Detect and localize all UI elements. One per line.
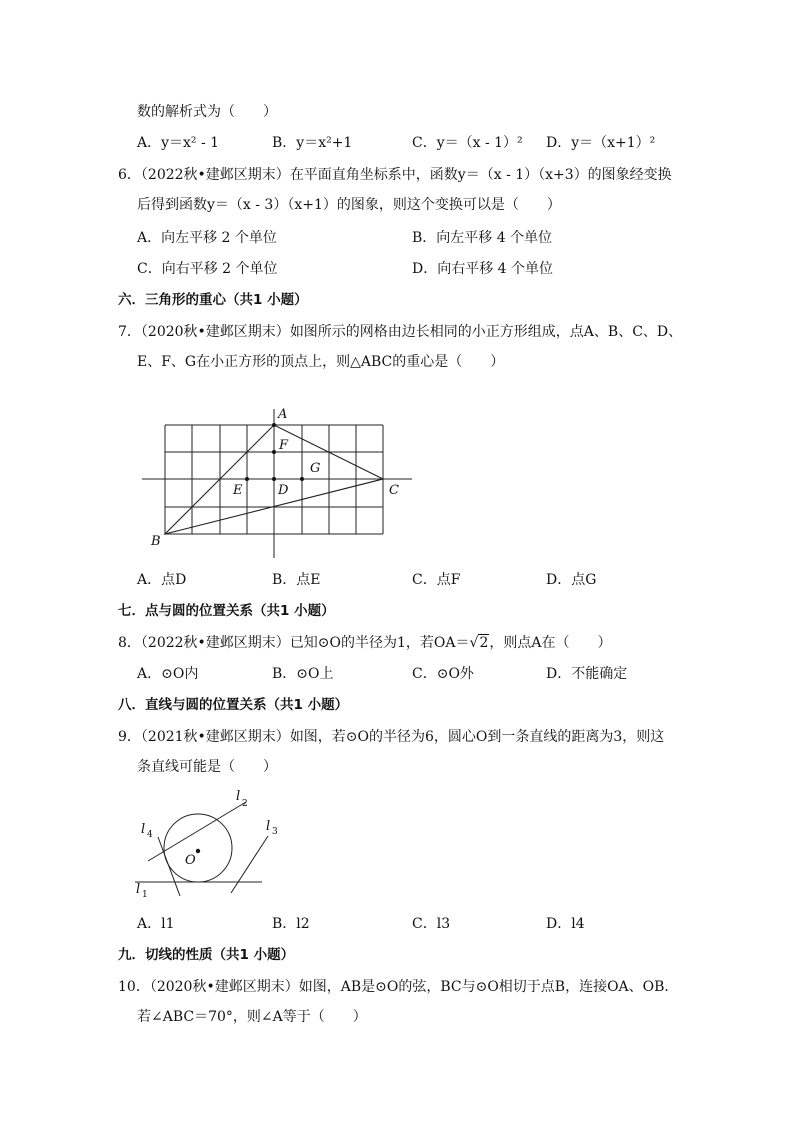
q7-label-a: A	[278, 407, 288, 422]
q9-label-l2-sub: 2	[242, 799, 248, 809]
q7-option-c: C．点F	[412, 572, 461, 588]
q9-source: （2021秋•建邺区期末）	[140, 729, 290, 745]
q10-text: 如图，AB是⊙O的弦，BC与⊙O相切于点B，连接OA、OB．	[298, 979, 679, 995]
q8-option-a: A．⊙O内	[137, 666, 199, 682]
q9-stem-line2: 条直线可能是（ ）	[137, 759, 277, 775]
section-heading-centroid: 六．三角形的重心（共1 小题）	[118, 292, 308, 308]
q8-option-d: D．不能确定	[546, 666, 628, 682]
q9-option-a: A．l1	[137, 916, 175, 932]
q6-option-a: A．向左平移 2 个单位	[137, 230, 277, 246]
q9-circle	[164, 814, 232, 882]
q7-label-e: E	[233, 483, 243, 498]
q8-option-c: C．⊙O外	[412, 666, 474, 682]
q9-label-l1-sub: 1	[142, 890, 148, 900]
q5-option-c: C．y＝（x - 1）²	[412, 135, 523, 151]
q9-label-l4-sub: 4	[147, 830, 153, 840]
q7-label-d: D	[278, 483, 289, 498]
q5-option-a: A．y＝x² - 1	[137, 135, 220, 151]
q7-option-a: A．点D	[137, 572, 187, 588]
q6-source: （2022秋•建邺区期末）	[140, 167, 290, 183]
q7-label-f: F	[279, 438, 289, 453]
q7-source: （2020秋•建邺区期末）	[140, 324, 290, 340]
q9-number: 9．	[118, 729, 141, 745]
q8-sqrt-value: 2	[479, 635, 489, 651]
section-heading-line-circle: 八．直线与圆的位置关系（共1 小题）	[118, 697, 349, 713]
q9-label-l4: l	[141, 822, 146, 837]
q9-label-o: O	[185, 853, 196, 868]
q9-option-d: D．l4	[546, 916, 585, 932]
q7-label-g: G	[310, 461, 321, 476]
q6-option-d: D．向右平移 4 个单位	[412, 261, 554, 277]
sqrt-icon: √	[469, 635, 479, 651]
q7-label-c: C	[389, 483, 399, 498]
q5-continuation: 数的解析式为（ ）	[137, 104, 277, 120]
q9-option-c: C．l3	[412, 916, 451, 932]
q7-number: 7．	[118, 324, 141, 340]
q8-source: （2022秋•建邺区期末）	[140, 635, 290, 651]
q7-option-b: B．点E	[272, 572, 321, 588]
q9-line-l4	[158, 837, 180, 896]
q8-option-b: B．⊙O上	[272, 666, 334, 682]
q8-number: 8．	[118, 635, 141, 651]
q7-option-d: D．点G	[546, 572, 597, 588]
q9-label-l2: l	[236, 789, 241, 804]
q6-option-b: B．向左平移 4 个单位	[412, 230, 553, 246]
section-heading-tangent: 九．切线的性质（共1 小题）	[118, 947, 295, 963]
q7-label-b: B	[151, 534, 161, 549]
q9-option-b: B．l2	[272, 916, 310, 932]
q5-option-d: D．y＝（x+1）²	[546, 135, 656, 151]
q7-stem-line2: E、F、G在小正方形的顶点上，则△ABC的重心是（ ）	[137, 354, 505, 370]
q10-stem-line2: 若∠ABC＝70°，则∠A等于（ ）	[137, 1009, 367, 1025]
q9-label-l3: l	[266, 819, 271, 834]
q6-text: 在平面直角坐标系中，函数y＝（x - 1）（x+3）的图象经变换	[289, 167, 672, 183]
q9-text: 如图，若⊙O的半径为6，圆心O到一条直线的距离为3，则这	[289, 729, 665, 745]
q9-label-l1: l	[136, 882, 141, 897]
q6-option-c: C．向右平移 2 个单位	[137, 261, 278, 277]
q10-number: 10．	[118, 979, 150, 995]
q9-center-point	[196, 849, 200, 853]
q10-stem-line1	[118, 977, 678, 997]
section-heading-point-circle: 七．点与圆的位置关系（共1 小题）	[118, 603, 335, 619]
q8-text-post: ，则点A在（ ）	[489, 635, 612, 651]
q10-source: （2020秋•建邺区期末）	[149, 979, 299, 995]
q7-text: 如图所示的网格由边长相同的小正方形组成，点A、B、C、D、	[289, 324, 683, 340]
q5-option-b: B．y＝x²+1	[272, 135, 353, 151]
q6-stem-line2: 后得到函数y＝（x - 3）（x+1）的图象，则这个变换可以是（ ）	[137, 197, 561, 213]
q8-text-pre: 已知⊙O的半径为1，若OA＝	[289, 635, 470, 651]
q9-label-l3-sub: 3	[272, 827, 278, 837]
q9-line-l3	[231, 836, 268, 893]
q6-number: 6．	[118, 167, 141, 183]
